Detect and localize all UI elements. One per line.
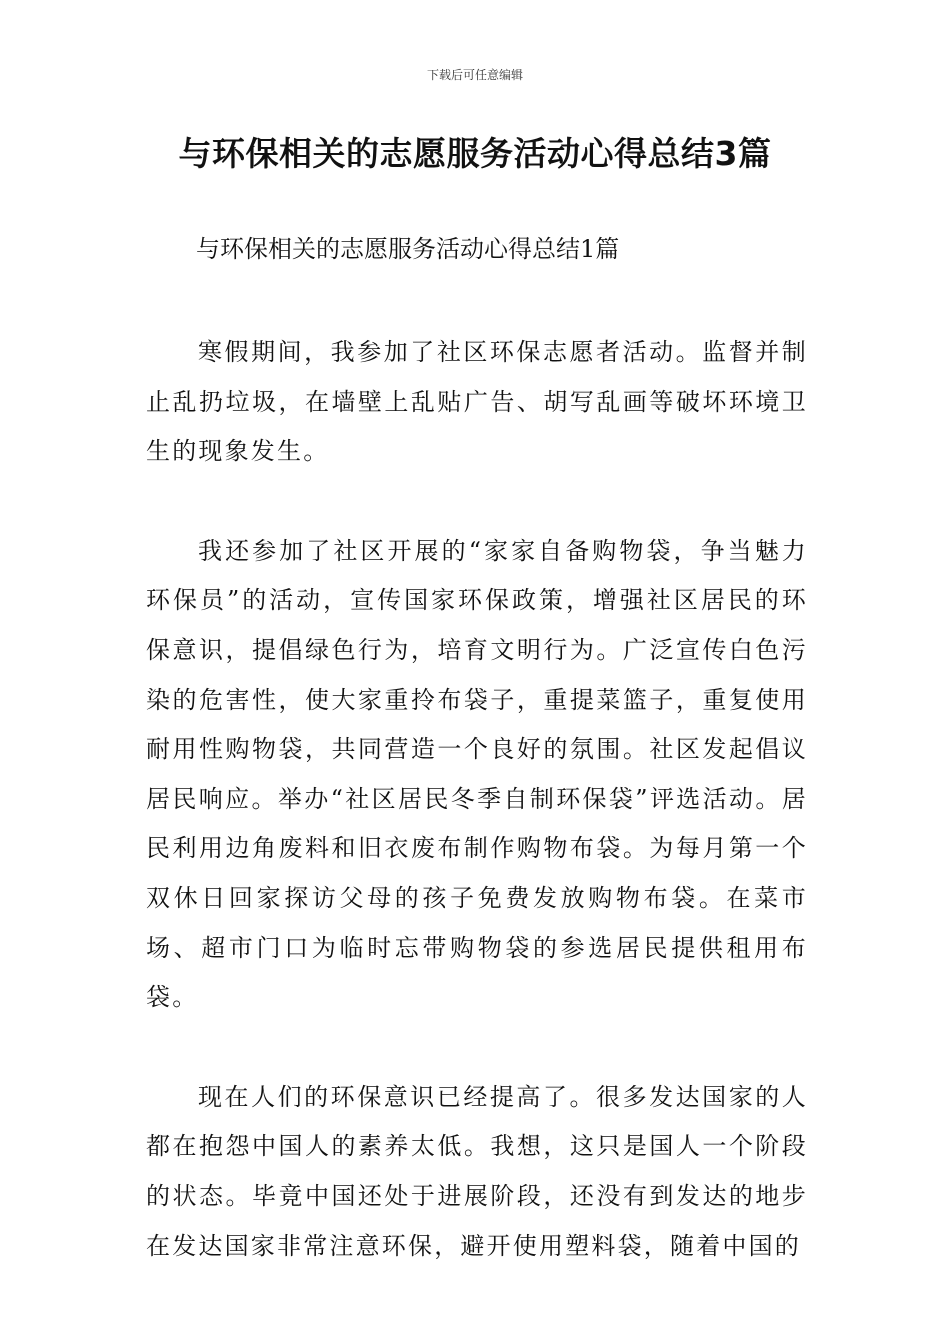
paragraph-3: 现在人们的环保意识已经提高了。很多发达国家的人都在抱怨中国人的素养太低。我想，这只是国人一个阶段的状态。毕竟中国还处于进展阶段，还没有到发达的地步在发达国家非常注意环保，避开使用塑料袋，随着中国的 [146,1082,808,1260]
paragraph-2: 我还参加了社区开展的“家家自备购物袋，争当魅力环保员”的活动，宣传国家环保政策，增强社区居民的环保意识，提倡绿色行为，培育文明行为。广泛宣传白色污染的危害性，使大家重拎布袋子，重提菜篮子，重复使用耐用性购物袋，共同营造一个良好的氛围。社区发起倡议居民响应。举办“社区居民冬季自制环保袋”评选活动。居民利用边角废料和旧衣废布制作购物布袋。为每月第一个双休日回家探访父母的孩子免费发放购物布袋。在菜市场、超市门口为临时忘带购物袋的参选居民提供租用布袋。 [146,536,808,1012]
paragraph-1: 寒假期间，我参加了社区环保志愿者活动。监督并制止乱扔垃圾，在墙壁上乱贴广告、胡写乱画等破坏环境卫生的现象发生。 [146,338,808,466]
header-note: 下载后可任意编辑 [426,68,523,82]
document-body [146,228,808,1271]
section-subtitle: 与环保相关的志愿服务活动心得总结1篇 [196,235,620,263]
document-title: 与环保相关的志愿服务活动心得总结3篇 [178,134,772,173]
